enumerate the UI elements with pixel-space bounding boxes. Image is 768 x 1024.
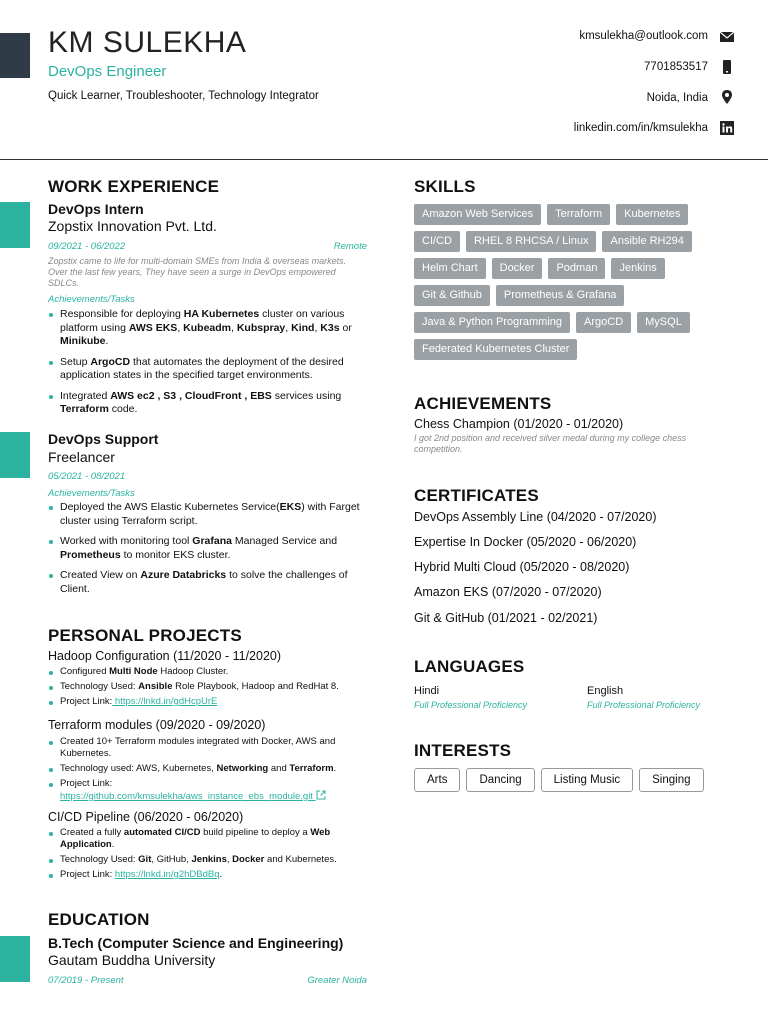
language-level: Full Professional Proficiency: [414, 700, 528, 710]
achievement-title: Chess Champion (01/2020 - 01/2020): [414, 417, 624, 431]
education-school: Gautam Buddha University: [48, 952, 216, 968]
list-item: Created 10+ Terraform modules integrated with Docker, AWS and Kubernetes.: [48, 736, 368, 760]
section-title-education: EDUCATION: [48, 910, 150, 929]
job-organization: Zopstix Innovation Pvt. Ltd.: [48, 218, 217, 234]
language-name: Hindi: [414, 685, 440, 697]
skill-tag: Git & Github: [414, 285, 490, 306]
project-detail-list: [48, 666, 368, 711]
list-item: Technology Used: Ansible Role Playbook, Hadoop and RedHat 8.: [48, 681, 368, 693]
job-task-list: [48, 308, 368, 424]
skill-tag: Terraform: [547, 204, 610, 225]
job-dates: 05/2021 - 08/2021: [48, 471, 126, 482]
certificate-item: Expertise In Docker (05/2020 - 06/2020): [414, 535, 637, 549]
project-title: Hadoop Configuration (11/2020 - 11/2020): [48, 649, 282, 663]
language-name: English: [587, 685, 624, 697]
list-item: Project Link: https://lnkd.in/gdHcpUrE: [48, 696, 368, 708]
project-detail-list: [48, 827, 368, 884]
section-title-work: WORK EXPERIENCE: [48, 177, 220, 196]
job-tasks-label: Achievements/Tasks: [48, 294, 135, 305]
linkedin-icon: [720, 121, 734, 135]
header-divider: [0, 159, 768, 160]
education-accent-bar: [0, 936, 30, 982]
phone-icon: [720, 60, 734, 74]
contact-location: Noida, India: [646, 92, 708, 104]
contact-email[interactable]: kmsulekha@outlook.com: [579, 30, 708, 42]
external-link-icon: [316, 790, 326, 800]
candidate-tagline: Quick Learner, Troubleshooter, Technology Integrator: [48, 90, 319, 102]
list-item: Deployed the AWS Elastic Kubernetes Service(EKS) with Farget cluster using Terraform script.: [48, 501, 368, 528]
list-item: Integrated AWS ec2 , S3 , CloudFront , EBS services using Terraform code.: [48, 390, 368, 417]
certificate-item: Hybrid Multi Cloud (05/2020 - 08/2020): [414, 560, 630, 574]
header-accent-bar: [0, 33, 30, 78]
list-item: Setup ArgoCD that automates the deployment of the desired application states in the specified target environments.: [48, 356, 368, 383]
project-link[interactable]: https://github.com/kmsulekha/aws_instance_ebs_module.git: [60, 791, 316, 802]
project-title: CI/CD Pipeline (06/2020 - 06/2020): [48, 810, 244, 824]
project-title: Terraform modules (09/2020 - 09/2020): [48, 718, 266, 732]
skill-tag: Amazon Web Services: [414, 204, 541, 225]
job-tasks-label: Achievements/Tasks: [48, 488, 135, 499]
list-item: Worked with monitoring tool Grafana Managed Service and Prometheus to monitor EKS cluster.: [48, 535, 368, 562]
education-degree: B.Tech (Computer Science and Engineering): [48, 935, 344, 951]
contact-phone[interactable]: 7701853517: [644, 61, 708, 73]
skill-tag: Docker: [492, 258, 543, 279]
candidate-name: KM SULEKHA: [48, 26, 247, 59]
section-title-skills: SKILLS: [414, 177, 476, 196]
skill-tag: Helm Chart: [414, 258, 486, 279]
skill-tag: RHEL 8 RHCSA / Linux: [466, 231, 597, 252]
skill-tag: Federated Kubernetes Cluster: [414, 339, 577, 360]
interest-tag: Singing: [639, 768, 703, 792]
skill-tag: Podman: [548, 258, 605, 279]
list-item: Project Link: https://github.com/kmsulekha/aws_instance_ebs_module.git: [48, 778, 368, 803]
job-description: Zopstix came to life for multi-domain SMEs from India & overseas markets. Over the last few years, They have seen a surge in DevOps empowered SDLCs.: [48, 256, 347, 288]
section-title-languages: LANGUAGES: [414, 657, 525, 676]
skill-tag: ArgoCD: [576, 312, 631, 333]
section-title-interests: INTERESTS: [414, 741, 512, 760]
certificate-item: Amazon EKS (07/2020 - 07/2020): [414, 585, 602, 599]
list-item: Project Link: https://lnkd.in/g2hDBdBq.: [48, 869, 368, 881]
interest-tag: Arts: [414, 768, 460, 792]
list-item: Technology used: AWS, Kubernetes, Networking and Terraform.: [48, 763, 368, 775]
interests-list: [414, 768, 704, 792]
project-link[interactable]: https://lnkd.in/g2hDBdBq: [114, 869, 220, 880]
section-title-certificates: CERTIFICATES: [414, 486, 539, 505]
project-detail-list: [48, 736, 368, 806]
skill-tag: Ansible RH294: [602, 231, 691, 252]
education-location: Greater Noida: [307, 975, 367, 986]
language-level: Full Professional Proficiency: [587, 700, 701, 710]
list-item: Created a fully automated CI/CD build pipeline to deploy a Web Application.: [48, 827, 368, 851]
project-link[interactable]: https://lnkd.in/gdHcpUrE: [112, 696, 218, 707]
job-accent-bar: [0, 202, 30, 248]
mail-icon: [720, 30, 734, 44]
certificate-item: DevOps Assembly Line (04/2020 - 07/2020): [414, 510, 657, 524]
list-item: Responsible for deploying HA Kubernetes cluster on various platform using AWS EKS, Kubeadm, Kubspray, Kind, K3s or Minikube.: [48, 308, 368, 349]
candidate-role: DevOps Engineer: [48, 63, 167, 80]
skill-tag: MySQL: [637, 312, 690, 333]
skills-tag-list: [414, 204, 724, 360]
section-title-projects: PERSONAL PROJECTS: [48, 626, 242, 645]
skill-tag: Kubernetes: [616, 204, 688, 225]
location-icon: [720, 90, 734, 104]
job-task-list: [48, 501, 368, 603]
education-dates: 07/2019 - Present: [48, 975, 124, 986]
job-dates: 09/2021 - 06/2022: [48, 241, 126, 252]
skill-tag: Prometheus & Grafana: [496, 285, 625, 306]
achievement-description: I got 2nd position and received silver medal during my college chess competition.: [414, 433, 687, 454]
job-title: DevOps Support: [48, 431, 159, 447]
skill-tag: Java & Python Programming: [414, 312, 570, 333]
list-item: Created View on Azure Databricks to solve the challenges of Client.: [48, 569, 368, 596]
job-location: Remote: [333, 241, 367, 252]
job-accent-bar: [0, 432, 30, 478]
job-title: DevOps Intern: [48, 201, 144, 217]
section-title-achievements: ACHIEVEMENTS: [414, 394, 552, 413]
interest-tag: Dancing: [466, 768, 534, 792]
contact-linkedin[interactable]: linkedin.com/in/kmsulekha: [573, 122, 708, 134]
list-item: Configured Multi Node Hadoop Cluster.: [48, 666, 368, 678]
certificate-item: Git & GitHub (01/2021 - 02/2021): [414, 611, 598, 625]
list-item: Technology Used: Git, GitHub, Jenkins, Docker and Kubernetes.: [48, 854, 368, 866]
interest-tag: Listing Music: [541, 768, 633, 792]
job-organization: Freelancer: [48, 449, 115, 465]
skill-tag: CI/CD: [414, 231, 460, 252]
skill-tag: Jenkins: [611, 258, 664, 279]
